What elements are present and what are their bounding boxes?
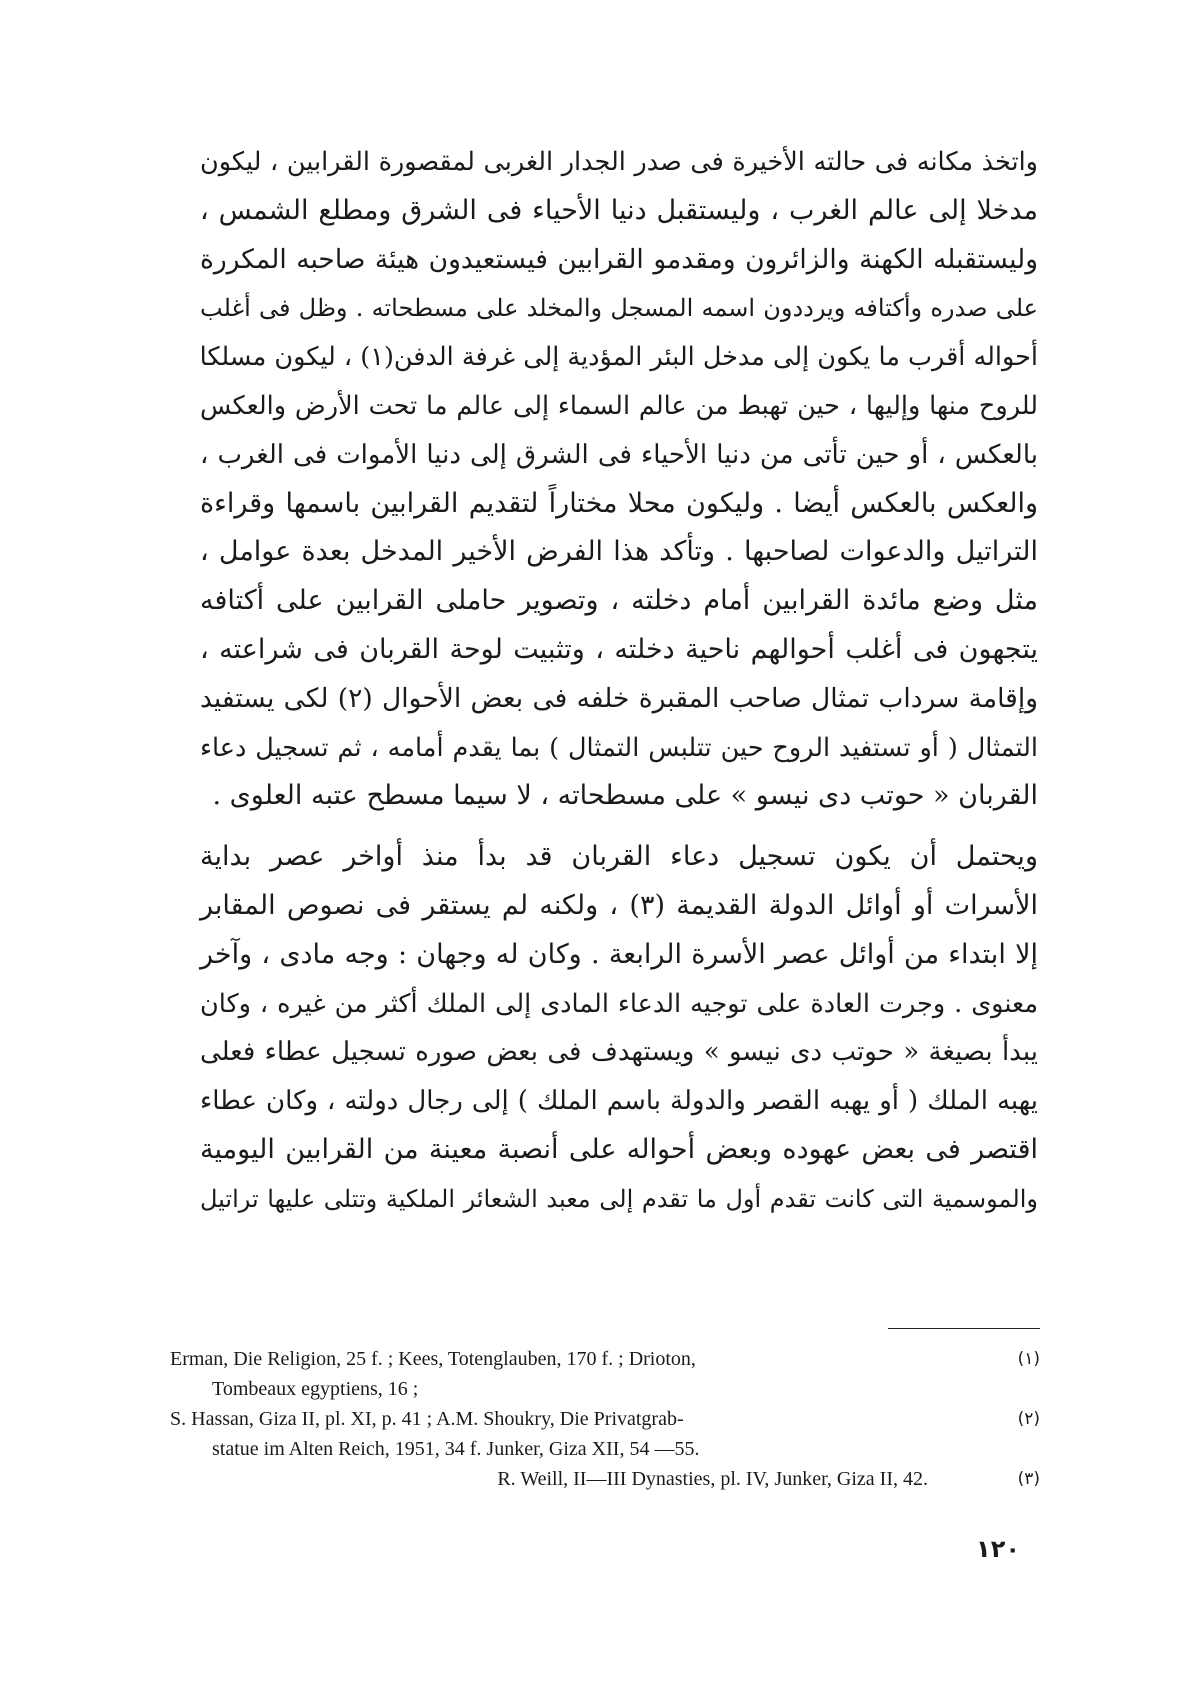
footnote-line: Erman, Die Religion, 25 f. ; Kees, Totenglauben, 170 f. ; Drioton, [170,1348,696,1370]
paragraph-1 [200,138,1038,821]
text-line: أحواله أقرب ما يكون إلى مدخل البئر المؤدية إلى غرفة الدفن(١) ، ليكون مسلكا [199,342,1038,373]
text-line: معنوى . وجرت العادة على توجيه الدعاء المادى إلى الملك أكثر من غيره ، وكان [200,988,1038,1019]
footnotes [170,1344,1040,1494]
footnote-number: (٢) [1017,1409,1040,1429]
footnote-line: R. Weill, II—III Dynasties, pl. IV, Junker, Giza II, 42. [497,1468,928,1490]
text-line: واتخذ مكانه فى حالته الأخيرة فى صدر الجدار الغربى لمقصورة القرابين ، ليكون [200,147,1038,177]
footnote-line: statue im Alten Reich, 1951, 34 f. Junker, Giza XII, 54 —55. [212,1438,700,1460]
text-line: يهبه الملك ( أو يهبه القصر والدولة باسم الملك ) إلى رجال دولته ، وكان عطاء [200,1086,1038,1117]
footnote-number: (١) [1017,1349,1040,1369]
text-line: وإقامة سرداب تمثال صاحب المقبرة خلفه فى بعض الأحوال (٢) لكى يستفيد [200,682,1038,714]
text-line: إلا ابتداء من أوائل عصر الأسرة الرابعة . وكان له وجهان : وجه مادى ، وآخر [200,938,1038,970]
text-line: وليستقبله الكهنة والزائرون ومقدمو القرابين فيستعيدون هيئة صاحبه المكررة [200,243,1038,275]
body-text [200,138,1038,1224]
page-number: ١٢٠ [976,1535,1020,1563]
footnote-line: Tombeaux egyptiens, 16 ; [212,1378,419,1400]
text-line: التمثال ( أو تستفيد الروح حين تتلبس التمثال ) بما يقدم أمامه ، ثم تسجيل دعاء [200,732,1038,763]
text-line: مثل وضع مائدة القرابين أمام دخلته ، وتصوير حاملى القرابين على أكتافه [200,585,1038,617]
text-line: ويحتمل أن يكون تسجيل دعاء القربان قد بدأ منذ أواخر عصر بداية [200,841,1038,873]
text-line: القربان « حوتب دى نيسو » على مسطحاته ، لا سيما مسطح عتبه العلوى . [212,780,1038,812]
text-line: والموسمية التى كانت تقدم أول ما تقدم إلى معبد الشعائر الملكية وتتلى عليها تراتيل [200,1184,1038,1213]
text-line: التراتيل والدعوات لصاحبها . وتأكد هذا الفرض الأخير المدخل بعدة عوامل ، [200,536,1038,568]
footnote-line: S. Hassan, Giza II, pl. XI, p. 41 ; A.M. Shoukry, Die Privatgrab- [170,1408,684,1430]
text-line: يبدأ بصيغة « حوتب دى نيسو » ويستهدف فى بعض صوره تسجيل عطاء فعلى [200,1037,1038,1068]
footnote-number: (٣) [1017,1469,1040,1489]
footnote-1 [170,1344,1040,1404]
footnote-2 [170,1404,1040,1464]
footnote-3 [170,1464,1040,1494]
text-line: الأسرات أو أوائل الدولة القديمة (٣) ، ولكنه لم يستقر فى نصوص المقابر [200,889,1038,921]
text-line: يتجهون فى أغلب أحوالهم ناحية دخلته ، وتثبيت لوحة القربان فى شراعته ، [200,633,1038,665]
text-line: مدخلا إلى عالم الغرب ، وليستقبل دنيا الأحياء فى الشرق ومطلع الشمس ، [200,194,1038,226]
footnote-separator [888,1328,1040,1329]
text-line: والعكس بالعكس أيضا . وليكون محلا مختاراً لتقديم القرابين باسمها وقراءة [200,487,1038,519]
text-line: بالعكس ، أو حين تأتى من دنيا الأحياء فى الشرق إلى دنيا الأموات فى الغرب ، [200,439,1038,470]
text-line: للروح منها وإليها ، حين تهبط من عالم السماء إلى عالم ما تحت الأرض والعكس [200,390,1038,421]
paragraph-2 [200,833,1038,1223]
text-line: اقتصر فى بعض عهوده وبعض أحواله على أنصبة معينة من القرابين اليومية [200,1133,1038,1165]
text-line: على صدره وأكتافه ويرددون اسمه المسجل والمخلد على مسطحاته . وظل فى أغلب [200,294,1038,323]
